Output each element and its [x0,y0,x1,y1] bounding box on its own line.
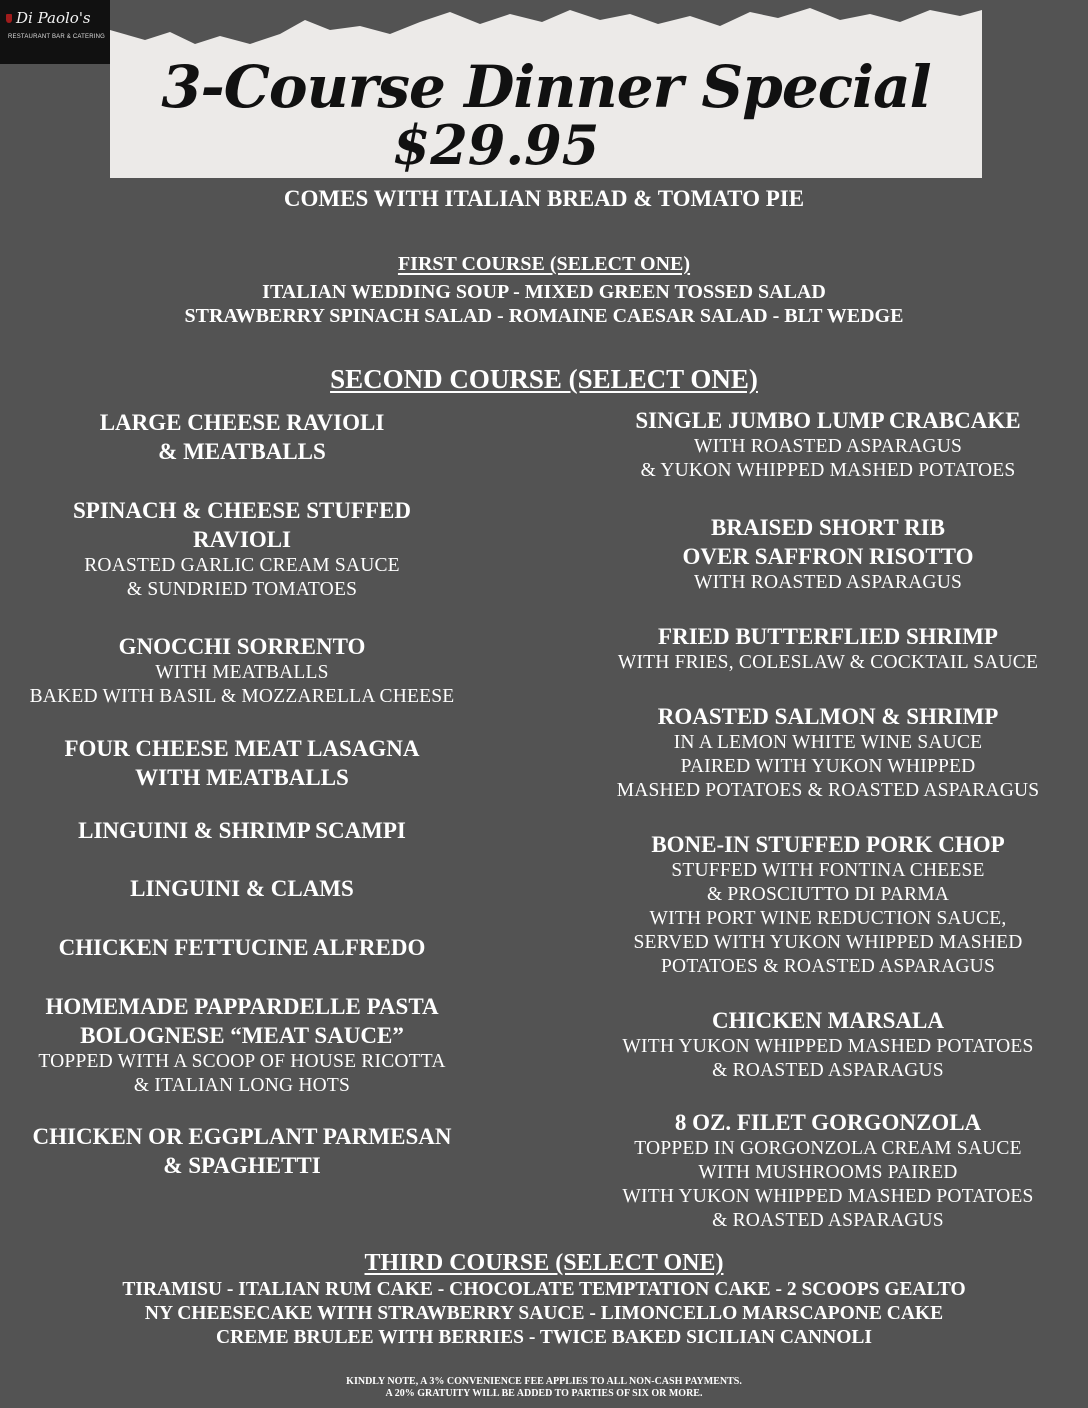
menu-item-name: HOMEMADE PAPPARDELLE PASTA [45,994,439,1019]
menu-item-description: BAKED WITH BASIL & MOZZARELLA CHEESE [29,686,455,707]
menu-item-description: STUFFED WITH FONTINA CHEESE [671,860,985,881]
menu-item [586,1006,1070,1083]
third-course-line: TIRAMISU - ITALIAN RUM CAKE - CHOCOLATE TEMPTATION CAKE - 2 SCOOPS GEALTO [122,1279,966,1300]
second-course-right-column [586,0,1070,1408]
footer-line: KINDLY NOTE, A 3% CONVENIENCE FEE APPLIES TO ALL NON-CASH PAYMENTS. [346,1376,742,1387]
menu-item [0,874,484,903]
menu-item-description: WITH FRIES, COLESLAW & COCKTAIL SAUCE [617,652,1039,673]
menu-item-description: WITH MUSHROOMS PAIRED [698,1162,958,1183]
menu-item-name: SINGLE JUMBO LUMP CRABCAKE [635,408,1021,433]
menu-item-description: & ROASTED ASPARAGUS [712,1210,944,1231]
menu-item [586,622,1070,675]
menu-item-description: TOPPED WITH A SCOOP OF HOUSE RICOTTA [38,1051,446,1072]
third-course [0,1248,1088,1350]
menu-item-description: & PROSCIUTTO DI PARMA [706,884,950,905]
menu-item [0,408,484,466]
menu-item-name: 8 OZ. FILET GORGONZOLA [674,1110,982,1135]
menu-item-name: FOUR CHEESE MEAT LASAGNA [64,736,420,761]
menu-item-name: CHICKEN MARSALA [712,1008,944,1033]
menu-item-description: & ROASTED ASPARAGUS [712,1060,944,1081]
menu-item [0,734,484,792]
menu-item-description: POTATOES & ROASTED ASPARAGUS [661,956,995,977]
menu-item [0,1122,484,1180]
banner-price: $29.95 [392,113,600,177]
menu-item-description: IN A LEMON WHITE WINE SAUCE [673,732,983,753]
menu-item [0,992,484,1098]
menu-item-name: LINGUINI & SHRIMP SCAMPI [78,818,406,843]
menu-item-description: SERVED WITH YUKON WHIPPED MASHED [633,932,1023,953]
menu-item [0,933,484,962]
menu-item-name: WITH MEATBALLS [135,765,349,790]
menu-item-description: & SUNDRIED TOMATOES [126,579,358,600]
menu-item-description: WITH MEATBALLS [155,662,329,683]
footer-line: A 20% GRATUITY WILL BE ADDED TO PARTIES OF SIX OR MORE. [385,1388,703,1399]
menu-item-name: LINGUINI & CLAMS [130,876,354,901]
menu-item-description: WITH ROASTED ASPARAGUS [693,436,963,457]
menu-item [586,702,1070,803]
intro-text: COMES WITH ITALIAN BREAD & TOMATO PIE [283,186,805,211]
menu-item-name: SPINACH & CHEESE STUFFED [72,498,412,523]
menu-item-name: OVER SAFFRON RISOTTO [682,544,974,569]
menu-item-description: ROASTED GARLIC CREAM SAUCE [84,555,400,576]
menu-item-name: LARGE CHEESE RAVIOLI [99,410,385,435]
menu-item [586,1108,1070,1233]
menu-item-description: WITH ROASTED ASPARAGUS [693,572,963,593]
menu-item-description: WITH YUKON WHIPPED MASHED POTATOES [622,1036,1034,1057]
menu-item [586,406,1070,483]
logo-tagline: RESTAURANT BAR & CATERING [8,34,106,40]
menu-item-description: PAIRED WITH YUKON WHIPPED [680,756,976,777]
second-course-left-column [0,0,484,1408]
menu-item-description: WITH YUKON WHIPPED MASHED POTATOES [622,1186,1034,1207]
third-course-line: NY CHEESECAKE WITH STRAWBERRY SAUCE - LIMONCELLO MARSCAPONE CAKE [144,1303,944,1324]
menu-item-name: BRAISED SHORT RIB [711,515,945,540]
menu-item [586,513,1070,595]
first-course-line: STRAWBERRY SPINACH SALAD - ROMAINE CAESAR SALAD - BLT WEDGE [184,305,904,327]
menu-item-name: GNOCCHI SORRENTO [118,634,366,659]
menu-item-name: BOLOGNESE “MEAT SAUCE” [80,1023,404,1048]
menu-item-name: FRIED BUTTERFLIED SHRIMP [658,624,998,649]
menu-item-name: BONE-IN STUFFED PORK CHOP [651,832,1005,857]
menu-item-description: & YUKON WHIPPED MASHED POTATOES [640,460,1016,481]
menu-item [0,632,484,709]
first-course-line: ITALIAN WEDDING SOUP - MIXED GREEN TOSSED SALAD [262,281,826,303]
menu-item [0,816,484,845]
menu-item-description: & ITALIAN LONG HOTS [133,1075,351,1096]
first-course-heading: FIRST COURSE (SELECT ONE) [397,253,691,275]
logo-name: Di Paolo's [16,9,91,27]
menu-item-name: & MEATBALLS [158,439,326,464]
menu-item-name: & SPAGHETTI [163,1153,321,1178]
menu-item [0,496,484,602]
banner-title: 3-Course Dinner Special [161,53,931,121]
menu-item-name: RAVIOLI [193,527,291,552]
menu-item-description: TOPPED IN GORGONZOLA CREAM SAUCE [634,1138,1022,1159]
second-course-heading: SECOND COURSE (SELECT ONE) [330,364,758,394]
menu-item-name: CHICKEN FETTUCINE ALFREDO [58,935,426,960]
menu-item-description: MASHED POTATOES & ROASTED ASPARAGUS [616,780,1040,801]
menu-item-name: CHICKEN OR EGGPLANT PARMESAN [32,1124,452,1149]
menu-item [586,830,1070,979]
footer-note [0,1376,1088,1400]
third-course-line: CREME BRULEE WITH BERRIES - TWICE BAKED SICILIAN CANNOLI [216,1327,872,1348]
menu-item-description: WITH PORT WINE REDUCTION SAUCE, [649,908,1007,929]
third-course-heading: THIRD COURSE (SELECT ONE) [364,1250,724,1276]
menu-item-name: ROASTED SALMON & SHRIMP [657,704,999,729]
